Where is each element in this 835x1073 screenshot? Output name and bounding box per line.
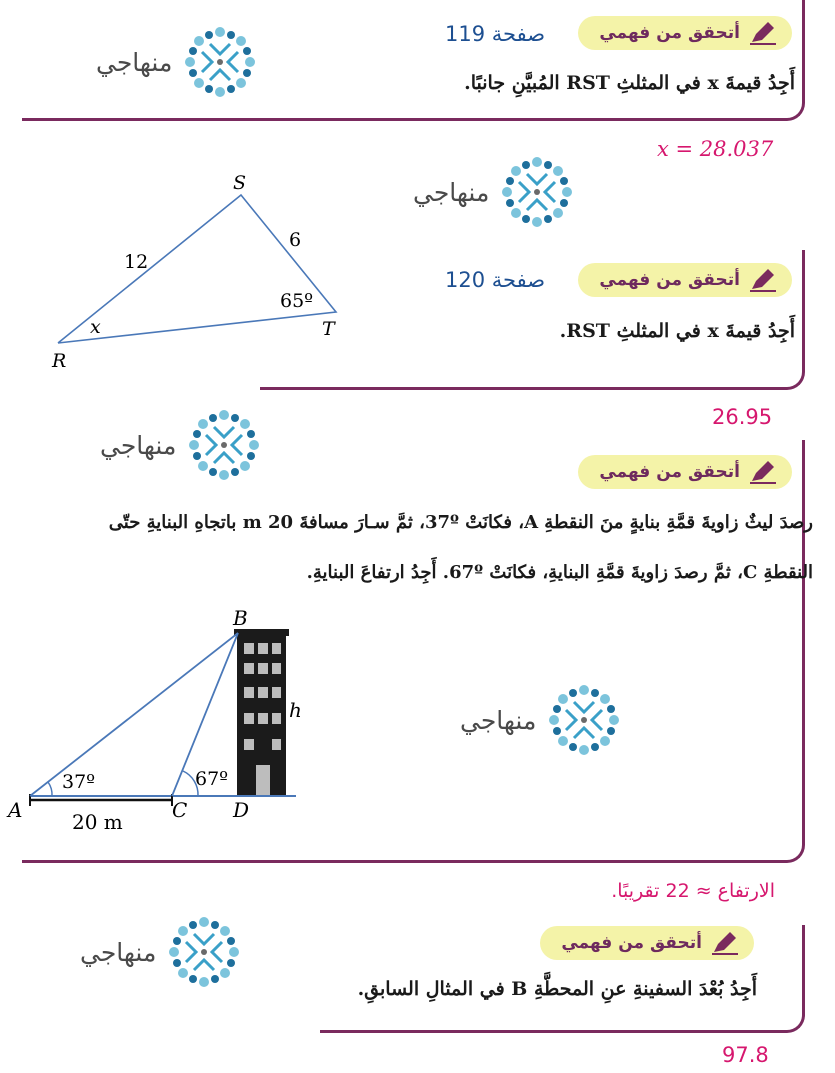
check-understanding-pill-2 <box>578 263 792 297</box>
pill-label: أتحقق من فهمي <box>599 462 740 482</box>
answer-value: 26.95 <box>712 405 773 429</box>
question-text-line-1: رصدَ ليثٌ زاويةَ قمَّةِ بنايةٍ منَ النقطةِ A، فكانَتْ 37º، ثمَّ سـارَ مسافةَ 20 m باتجاهِ البنايةِ حتّى <box>108 512 813 533</box>
label-r: R <box>52 350 67 372</box>
pencil-icon <box>748 20 778 46</box>
pencil-icon <box>748 267 778 293</box>
logo-text: منهاجي <box>96 47 173 77</box>
label-c: C <box>172 798 188 822</box>
pill-label: أتحقق من فهمي <box>561 933 702 953</box>
label-b: B <box>233 606 248 630</box>
answer-value: 97.8 <box>722 1043 769 1067</box>
check-understanding-pill-3 <box>578 455 792 489</box>
side-st-length: 6 <box>289 229 302 251</box>
pencil-icon <box>748 459 778 485</box>
manhaji-logo <box>460 680 624 760</box>
angle-r-label: x <box>90 316 101 338</box>
manhaji-logo-icon <box>164 912 244 992</box>
angle-c-label: 67º <box>195 768 229 790</box>
answer-value: الارتفاع ≈ 22 تقريبًا. <box>611 880 775 902</box>
check-understanding-pill-1 <box>578 16 792 50</box>
distance-label: 20 m <box>72 810 123 834</box>
logo-text: منهاجي <box>460 705 537 735</box>
building-angle-figure <box>0 605 340 840</box>
logo-text: منهاجي <box>100 430 177 460</box>
manhaji-logo-icon <box>497 152 577 232</box>
label-t: T <box>322 318 335 340</box>
manhaji-logo-icon <box>544 680 624 760</box>
question-text: أَجِدُ قيمةَ x في المثلثِ RST. <box>559 320 795 342</box>
answer-value: x = 28.037 <box>657 137 774 161</box>
angle-a-label: 37º <box>62 771 96 793</box>
building-icon <box>234 629 289 795</box>
label-d: D <box>233 798 250 822</box>
side-rs-length: 12 <box>124 251 149 273</box>
question-text: أَجِدُ قيمةَ x في المثلثِ RST المُبيَّنِ جانبًا. <box>464 72 795 94</box>
pill-label: أتحقق من فهمي <box>599 23 740 43</box>
pencil-icon <box>710 930 740 956</box>
page-reference: صفحة 119 <box>445 22 546 46</box>
check-understanding-pill-4 <box>540 926 754 960</box>
label-h: h <box>289 698 302 722</box>
question-text-line-2: النقطةِ C، ثمَّ رصدَ زاويةَ قمَّةِ البنايةِ، فكانَتْ 67º. أَجِدُ ارتفاعَ البنايةِ. <box>306 562 813 583</box>
question-text: أَجِدُ بُعْدَ السفينةِ عنِ المحطَّةِ B في المثالِ السابقِ. <box>357 978 757 1000</box>
label-a: A <box>8 798 23 822</box>
logo-text: منهاجي <box>80 937 157 967</box>
page-reference: صفحة 120 <box>445 268 546 292</box>
pill-label: أتحقق من فهمي <box>599 270 740 290</box>
logo-text: منهاجي <box>413 177 490 207</box>
manhaji-logo <box>80 912 244 992</box>
angle-t-label: 65º <box>280 290 314 312</box>
manhaji-logo <box>413 152 577 232</box>
label-s: S <box>233 172 247 194</box>
